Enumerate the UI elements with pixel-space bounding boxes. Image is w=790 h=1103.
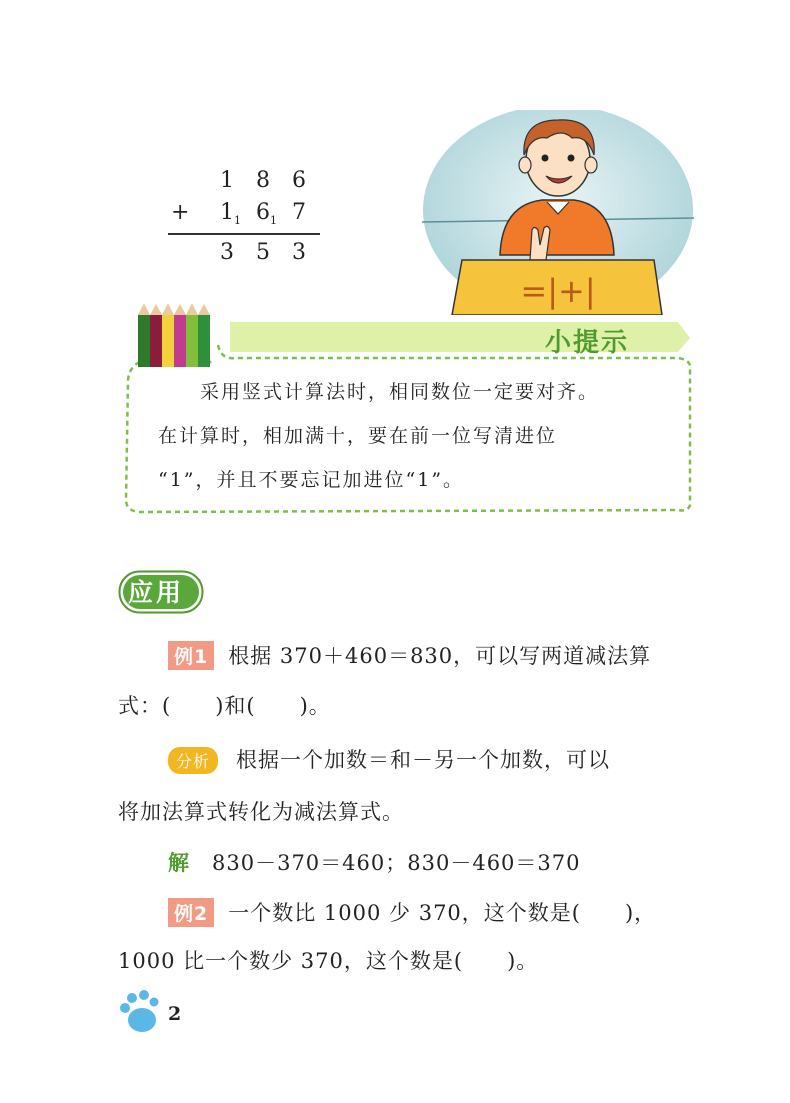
analysis-text: 根据一个加数＝和－另一个加数，可以 bbox=[236, 748, 611, 772]
solution-text: 830－370＝460；830－460＝370 bbox=[212, 851, 581, 875]
addend-row-1 bbox=[165, 168, 325, 198]
vertical-addition bbox=[165, 160, 325, 275]
digit: 6 bbox=[256, 200, 270, 225]
hint-line-1: 采用竖式计算法时，相同数位一定要对齐。 bbox=[200, 381, 600, 403]
digit: 1 bbox=[220, 168, 234, 193]
example2-text: 一个数比 1000 少 370，这个数是( )， bbox=[228, 901, 657, 925]
page-number: 2 bbox=[168, 1003, 182, 1025]
example1-text: 根据 370＋460＝830，可以写两道减法算 bbox=[228, 644, 652, 668]
digit: 3 bbox=[220, 240, 234, 265]
board-text: =|+| bbox=[520, 272, 596, 310]
boy-illustration bbox=[422, 110, 694, 315]
hint-title: 小提示 bbox=[545, 328, 630, 358]
addend-row-2 bbox=[165, 200, 325, 230]
example1-tag: 例1 bbox=[168, 641, 214, 670]
example2-tag: 例2 bbox=[168, 898, 214, 927]
carry-digit: 1 bbox=[270, 214, 277, 227]
example2-line2: 1000 比一个数少 370，这个数是( )。 bbox=[118, 949, 539, 973]
hint-line-2: 在计算时，相加满十，要在前一位写清进位 bbox=[158, 425, 558, 447]
section-title: 应用 bbox=[128, 578, 185, 607]
digit: 1 bbox=[220, 200, 234, 225]
digit: 8 bbox=[256, 168, 270, 193]
digit: 5 bbox=[256, 240, 270, 265]
solution-tag: 解 bbox=[168, 851, 190, 875]
digit: 7 bbox=[292, 200, 306, 225]
analysis-tag: 分析 bbox=[168, 747, 218, 774]
analysis-line2: 将加法算式转化为减法算式。 bbox=[118, 800, 404, 824]
hint-line-3: “1”，并且不要忘记加进位“1”。 bbox=[158, 469, 465, 491]
plus-sign: + bbox=[171, 200, 190, 225]
paw-icon bbox=[118, 990, 160, 1034]
digit: 6 bbox=[292, 168, 306, 193]
sum-line bbox=[168, 233, 320, 235]
example2-line1 bbox=[168, 897, 656, 927]
digit: 3 bbox=[292, 240, 306, 265]
analysis-line1 bbox=[168, 744, 610, 774]
example1-line1 bbox=[168, 640, 651, 670]
pencils-icon bbox=[138, 303, 210, 367]
solution-line bbox=[168, 847, 581, 877]
example1-line2: 式：( )和( )。 bbox=[118, 694, 331, 718]
carry-digit: 1 bbox=[234, 214, 241, 227]
result-row bbox=[165, 240, 325, 270]
